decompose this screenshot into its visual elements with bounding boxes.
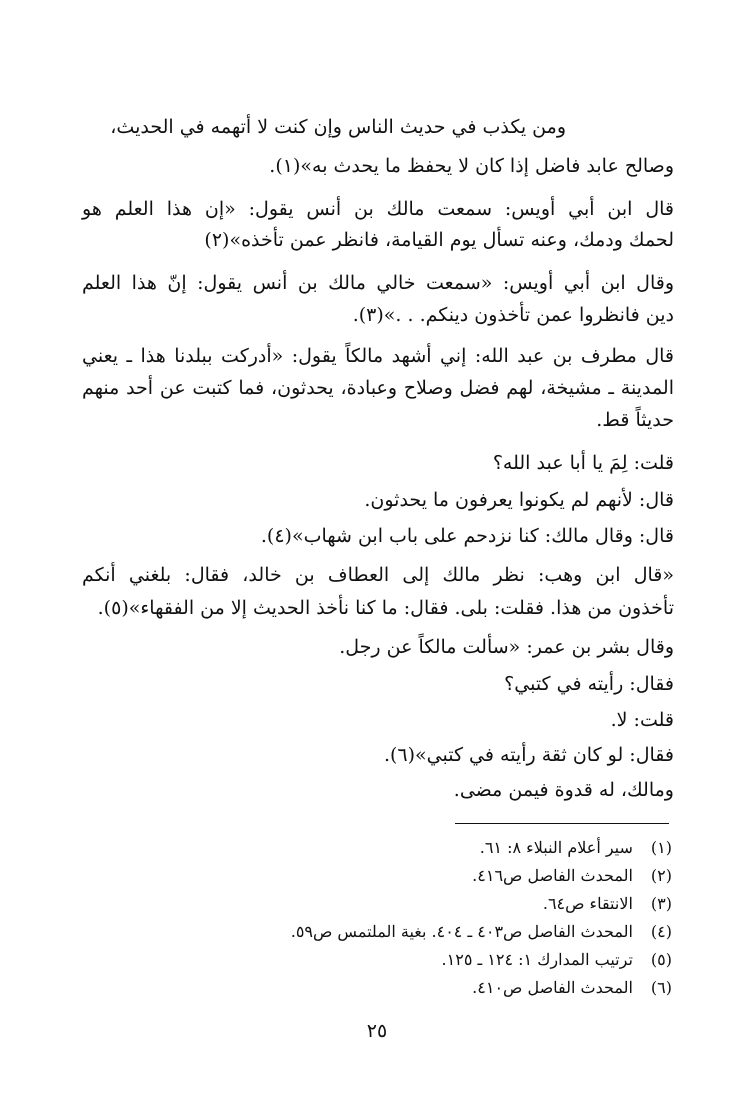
footnote-number: (٤) — [650, 922, 672, 941]
footnote-text: الانتقاء ص٦٤. — [542, 894, 633, 913]
footnote-number: (٦) — [650, 978, 672, 997]
footnote-1 — [112, 835, 672, 861]
text-line-18: فقال: لو كان ثقة رأيته في كتبي»(٦). — [383, 744, 674, 766]
footnote-3 — [112, 891, 672, 917]
footnote-5 — [112, 947, 672, 973]
text-line-9: حديثاً قط. — [596, 409, 674, 431]
text-line-14: تأخذون من هذا. فقلت: بلى. فقال: ما كنا نأخذ الحديث إلا من الفقهاء»(٥). — [97, 597, 674, 619]
text-line-4: لحمك ودمك، وعنه تسأل يوم القيامة، فانظر عمن تأخذه»(٢) — [204, 229, 674, 251]
footnote-number: (٣) — [650, 894, 672, 913]
page-number: ٢٥ — [366, 1020, 388, 1042]
footnote-separator — [455, 823, 669, 824]
text-line-17: قلت: لا. — [610, 709, 674, 731]
text-line-12: قال: وقال مالك: كنا نزدحم على باب ابن شهاب»(٤). — [260, 525, 674, 547]
footnote-4 — [112, 919, 672, 945]
footnote-6 — [112, 975, 672, 1001]
footnote-2 — [112, 863, 672, 889]
footnote-number: (٢) — [650, 866, 672, 885]
text-line-16: فقال: رأيته في كتبي؟ — [504, 673, 674, 695]
text-line-15: وقال بشر بن عمر: «سألت مالكاً عن رجل. — [339, 636, 674, 658]
text-line-13: «قال ابن وهب: نظر مالك إلى العطاف بن خالد، فقال: بلغني أنكم — [82, 564, 674, 586]
text-line-8: المدينة ـ مشيخة، لهم فضل وصلاح وعبادة، يحدثون، فما كتبت عن أحد منهم — [82, 377, 674, 399]
text-line-1: ومن يكذب في حديث الناس وإن كنت لا أتهمه في الحديث، — [110, 116, 566, 138]
footnote-number: (٥) — [650, 950, 672, 969]
text-line-19: ومالك، له قدوة فيمن مضى. — [453, 779, 674, 801]
text-line-2: وصالح عابد فاضل إذا كان لا يحفظ ما يحدث به»(١). — [269, 155, 674, 177]
footnote-text: المحدث الفاصل ص٤١٦. — [472, 866, 633, 885]
text-line-3: قال ابن أبي أويس: سمعت مالك بن أنس يقول: «إن هذا العلم هو — [82, 198, 674, 220]
text-line-5: وقال ابن أبي أويس: «سمعت خالي مالك بن أنس يقول: إنّ هذا العلم — [82, 272, 674, 294]
text-line-6: دين فانظروا عمن تأخذون دينكم. . .»(٣). — [352, 304, 674, 326]
text-line-7: قال مطرف بن عبد الله: إني أشهد مالكاً يقول: «أدركت ببلدنا هذا ـ يعني — [82, 345, 674, 367]
footnote-number: (١) — [650, 838, 672, 857]
text-line-10: قلت: لِمَ يا أبا عبد الله؟ — [492, 452, 674, 474]
text-line-11: قال: لأنهم لم يكونوا يعرفون ما يحدثون. — [364, 489, 674, 511]
footnote-text: المحدث الفاصل ص٤١٠. — [472, 978, 633, 997]
footnote-text: ترتيب المدارك ١: ١٢٤ ـ ١٢٥. — [441, 950, 633, 969]
footnote-text: سير أعلام النبلاء ٨: ٦١. — [479, 838, 633, 857]
footnote-text: المحدث الفاصل ص٤٠٣ ـ ٤٠٤. بغية الملتمس ص٥٩. — [290, 922, 633, 941]
